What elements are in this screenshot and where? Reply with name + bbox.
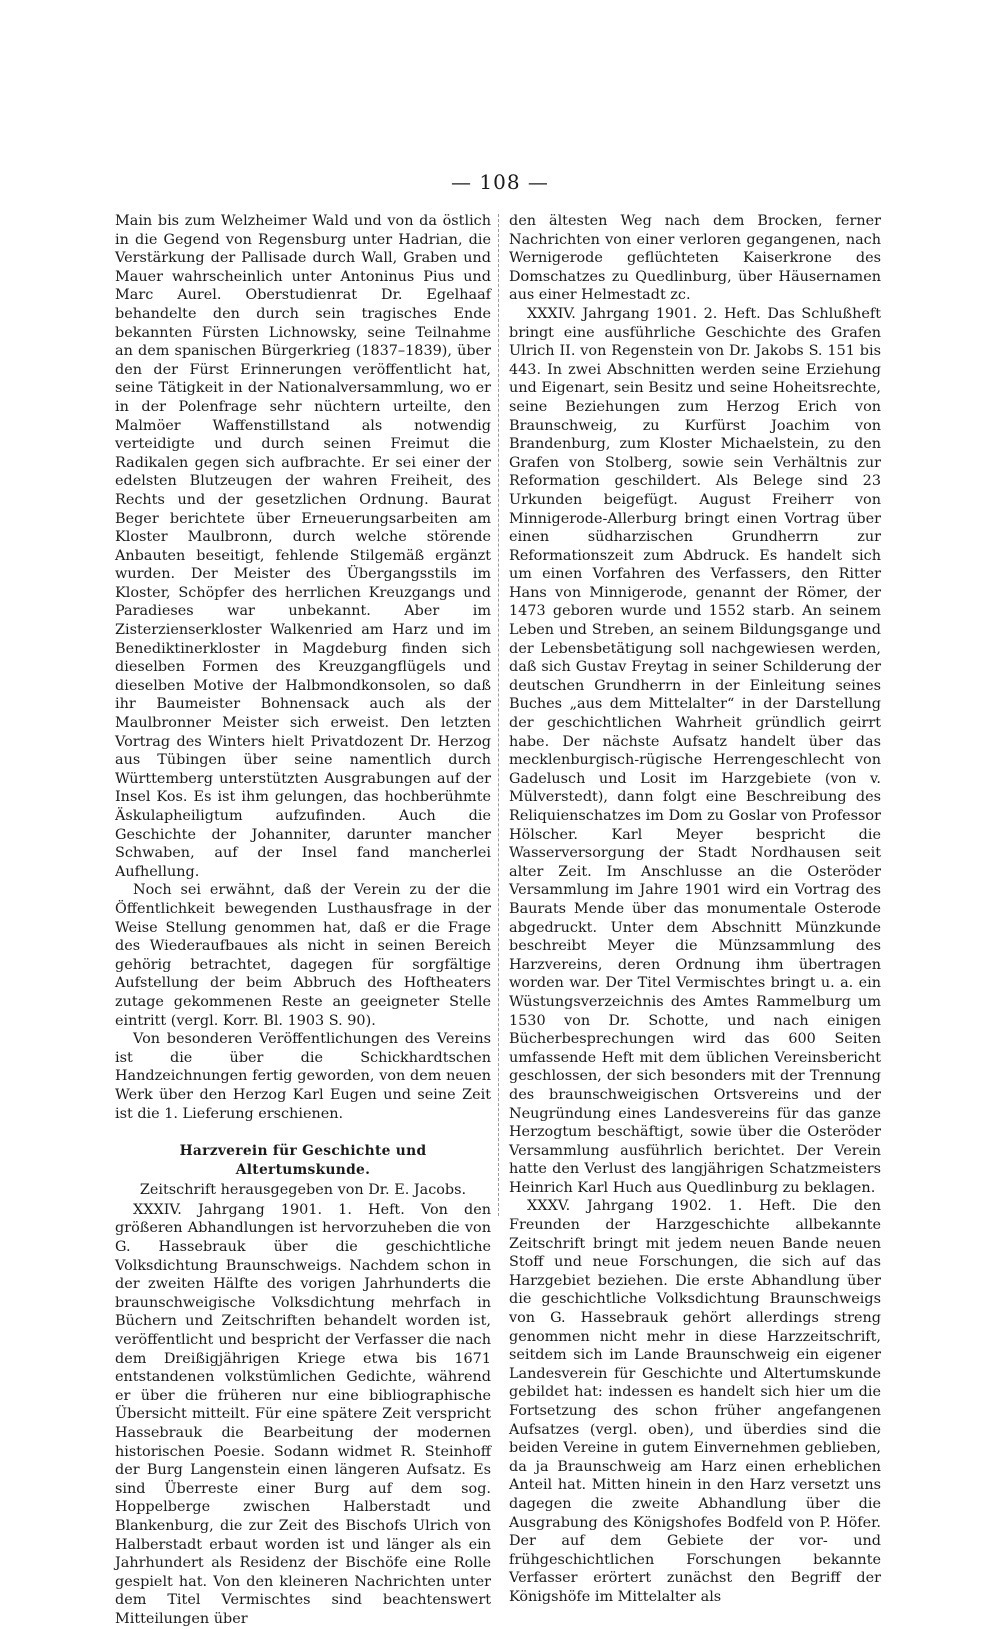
page-number: — 108 — xyxy=(451,170,549,194)
paragraph: den ältesten Weg nach dem Brocken, ferner Nachrichten von einer verloren gegangenen, nach Wernigerode geflüchteten Kaiserkrone des Domschatzes zu Quedlinburg, über Häusernamen aus einer Helmestadt zc. xyxy=(509,213,881,304)
paragraph: XXXIV. Jahrgang 1901. 1. Heft. Von den größeren Abhandlungen ist hervorzuheben die von G. Hassebrauk über die geschichtliche Volksdichtung Braunschweigs. Nachdem schon in der zweiten Hälfte des vorigen Jahrhunderts die braunschweigische Volksdichtung mehrfach in Büchern und Zeitschriften behandelt worden ist, veröffentlicht und bespricht der Verfasser die nach dem Dreißigjährigen Kriege etwa bis 1671 entstandenen volkstümlichen Gedichte, während er über die früheren nur eine bibliographische Übersicht mitteilt. Für eine spätere Zeit verspricht Hassebrauk die Bearbeitung der modernen historischen Poesie. Sodann widmet R. Steinhoff der Burg Langenstein einen längeren Aufsatz. Es sind Überreste einer Burg auf dem sog. Hoppelberge zwischen Halberstadt und Blankenburg, die zur Zeit des Bischofs Ulrich von Halberstadt erbaut worden ist und länger als ein Jahrhundert als Residenz der Bischöfe eine Rolle gespielt hat. Von den kleineren Nachrichten unter dem Titel Vermischtes sind beachtenswert Mitteilungen über xyxy=(115,1201,491,1627)
section-heading: Harzverein für Geschichte und Altertumskunde. xyxy=(179,1143,427,1178)
paragraph: Von besonderen Veröffentlichungen des Vereins ist die über die Schickhardtschen Handzeichnungen fertig geworden, von dem neuen Werk über den Herzog Karl Eugen und seine Zeit ist die 1. Lieferung erschienen. xyxy=(115,1031,491,1122)
paragraph: Noch sei erwähnt, daß der Verein zu der die Öffentlichkeit bewegenden Lusthausfrage in der Weise Stellung genommen hat, daß er die Frage des Wiederaufbaues als nicht in seinen Bereich gehörig betrachtet, dagegen für sorgfältige Aufstellung der beim Abbruch des Hoftheaters zutage gekommenen Reste an geeigneter Stelle eintritt (vergl. Korr. Bl. 1903 S. 90). xyxy=(115,882,491,1029)
section-subheading: Zeitschrift herausgegeben von Dr. E. Jacobs. xyxy=(139,1182,467,1199)
paragraph: XXXIV. Jahrgang 1901. 2. Heft. Das Schlußheft bringt eine ausführliche Geschichte des Grafen Ulrich II. von Regenstein von Dr. Jakobs S. 151 bis 443. In zwei Abschnitten werden seine Erziehung und Eigenart, sein Besitz und seine Hoheitsrechte, seine Beziehungen zum Herzog Erich von Braunschweig, zu Kurfürst Joachim von Brandenburg, zum Kloster Michaelstein, zu den Grafen von Stolberg, sowie sein Verhältnis zur Reformation geschildert. Als Belege sind 23 Urkunden beigefügt. August Freiherr von Minnigerode-Allerburg bringt einen Vortrag über einen südharzischen Grundherrn zur Reformationszeit zum Abdruck. Es handelt sich um einen Vorfahren des Verfassers, den Ritter Hans von Minnigerode, genannt der Römer, der 1473 geboren wurde und 1552 starb. An seinem Leben und Streben, an seinem Bildungsgange und der Lebensbetätigung soll nachgewiesen werden, daß sich Gustav Freytag in seiner Schilderung der deutschen Grundherrn in der Einleitung seines Buches „aus dem Mittelalter“ in der Darstellung der geschichtlichen Wahrheit gründlich geirrt habe. Der nächste Aufsatz handelt über das mecklenburgisch-rügische Herrengeschlecht von Gadelusch und Losit im Harzgebiete (von v. Mülverstedt), dann folgt eine Beschreibung des Reliquienschatzes im Dom zu Goslar von Professor Hölscher. Karl Meyer bespricht die Wasserversorgung der Stadt Nordhausen seit alter Zeit. Im Anschlusse an die Osteröder Versammlung im Jahre 1901 wird ein Vortrag des Baurats Mende über das monumentale Osterode abgedruckt. Unter dem Abschnitt Münzkunde beschreibt Meyer die Münzsammlung des Harzvereins, deren Ordnung ihm übertragen worden war. Der Titel Vermischtes bringt u. a. ein Wüstungsverzeichnis des Amtes Rammelburg um 1530 von Dr. Schotte, und nach einigen Bücherbesprechungen wird das 600 Seiten umfassende Heft mit dem üblichen Vereinsbericht geschlossen, der sich besonders mit der Trennung des braunschweigischen Ortsvereins und der Neugründung eines Landesvereins für das ganze Herzogtum beschäftigt, sowie über die Osteröder Versammlung ausführlich berichtet. Der Verein hatte den Verlust des langjährigen Schatzmeisters Heinrich Karl Huch aus Quedlinburg zu beklagen. xyxy=(509,305,881,1196)
left-column xyxy=(115,212,491,1629)
right-column xyxy=(509,212,881,1607)
paragraph: Main bis zum Welzheimer Wald und von da östlich in die Gegend von Regensburg unter Hadrian, die Verstärkung der Pallisade durch Wall, Graben und Mauer wahrscheinlich unter Antoninus Pius und Marc Aurel. Oberstudienrat Dr. Egelhaaf behandelte den durch sein tragisches Ende bekannten Fürsten Lichnowsky, seine Teilnahme an dem spanischen Bürgerkrieg (1837–1839), über den der Fürst Erinnerungen veröffentlicht hat, seine Tätigkeit in der Nationalversammlung, wo er in der Polenfrage sehr nüchtern urteilte, den Malmöer Waffenstillstand als notwendig verteidigte und durch seinen Freimut die Radikalen gegen sich aufbrachte. Er sei einer der edelsten Blutzeugen der wahren Freiheit, des Rechts und der gesetzlichen Ordnung. Baurat Beger berichtete über Erneuerungsarbeiten am Kloster Maulbronn, durch welche störende Anbauten beseitigt, fehlende Stilgemäß ergänzt wurden. Der Meister des Übergangsstils im Kloster, Schöpfer des herrlichen Kreuzgangs und Paradieses war unbekannt. Aber im Zisterzienserkloster Walkenried am Harz und im Benediktinerkloster in Magdeburg finden sich dieselben Formen des Kreuzgangflügels und dieselben Motive der Halbmondkonsolen, so daß ihr Baumeister Bohnensack auch als der Maulbronner Meister sich erweist. Den letzten Vortrag des Winters hielt Privatdozent Dr. Herzog aus Tübingen über seine namentlich durch Württemberg unterstützten Ausgrabungen auf der Insel Kos. Es ist ihm gelungen, das hochberühmte Äskulapheiligtum aufzufinden. Auch die Geschichte der Johanniter, darunter mancher Schwaben, auf der Insel fand mancherlei Aufhellung. xyxy=(115,213,491,880)
column-divider xyxy=(498,214,499,1216)
paragraph: XXXV. Jahrgang 1902. 1. Heft. Die den Freunden der Harzgeschichte allbekannte Zeitschrift bringt mit jedem neuen Bande neuen Stoff und neue Forschungen, die sich auf das Harzgebiet beziehen. Die erste Abhandlung über die geschichtliche Volksdichtung Braunschweigs von G. Hassebrauk gehört allerdings streng genommen nicht mehr in diese Harzzeitschrift, seitdem sich im Lande Braunschweig ein eigener Landesverein für Geschichte und Altertumskunde gebildet hat: indessen es handelt sich hier um die Fortsetzung des schon früher angefangenen Aufsatzes (vergl. oben), und überdies sind die beiden Vereine in gutem Einvernehmen geblieben, da ja Braunschweig am Harz einen erheblichen Anteil hat. Mitten hinein in den Harz versetzt uns dagegen die zweite Abhandlung über die Ausgrabung des Königshofes Bodfeld von P. Höfer. Der auf dem Gebiete der vor- und frühgeschichtlichen Forschungen bekannte Verfasser erörtert zunächst den Begriff der Königshöfe im Mittelalter als xyxy=(509,1198,881,1605)
